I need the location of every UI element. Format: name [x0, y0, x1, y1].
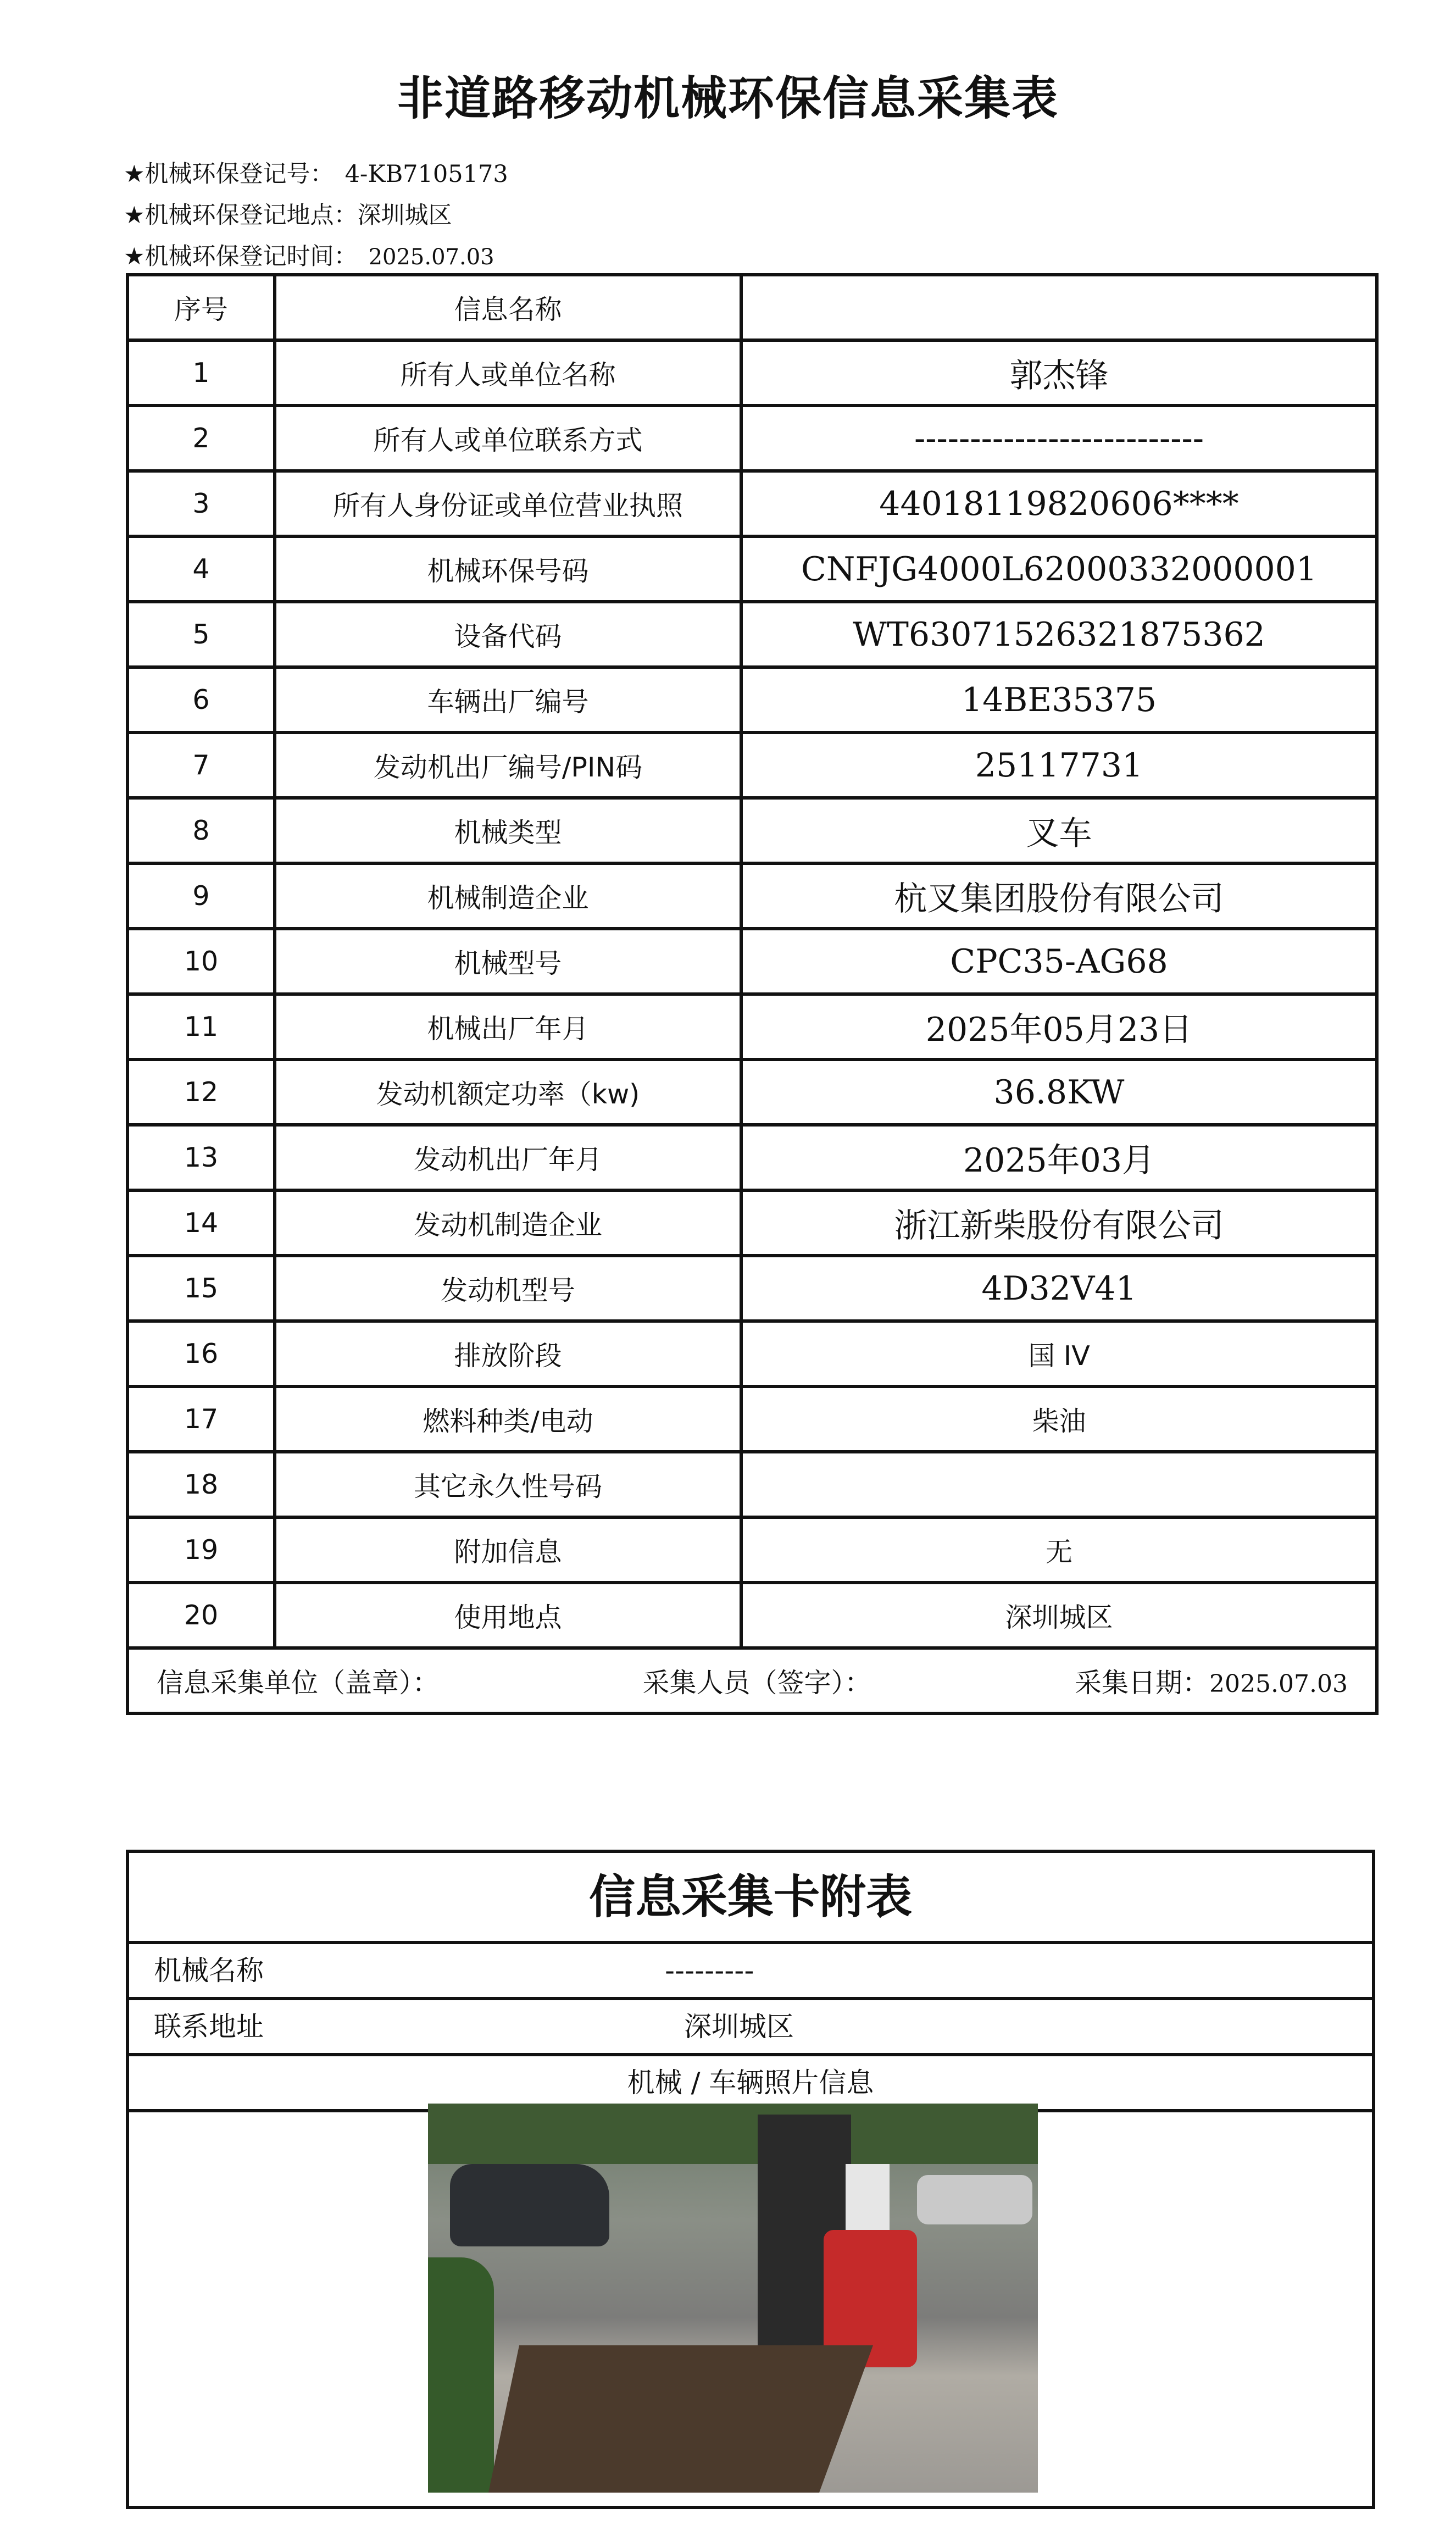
row-field-name: 设备代码	[275, 602, 741, 667]
annex-card	[126, 1850, 1375, 2509]
row-number: 13	[127, 1125, 275, 1190]
address-label: 联系地址	[154, 2011, 264, 2043]
row-field-value: CPC35-AG68	[741, 929, 1377, 994]
row-field-name: 机械型号	[275, 929, 741, 994]
collection-date	[1075, 1662, 1348, 1700]
table-row	[127, 667, 1377, 733]
header-name: 信息名称	[275, 275, 741, 340]
collection-date-value: 2025.07.03	[1209, 1669, 1348, 1698]
row-number: 18	[127, 1452, 275, 1517]
row-field-value: 36.8KW	[741, 1059, 1377, 1125]
row-field-value: 无	[741, 1517, 1377, 1583]
row-field-name: 所有人或单位联系方式	[275, 406, 741, 471]
table-row	[127, 1386, 1377, 1452]
row-field-value: 4D32V41	[741, 1256, 1377, 1321]
row-field-value: 国 IV	[741, 1321, 1377, 1386]
row-field-name: 发动机型号	[275, 1256, 741, 1321]
row-number: 3	[127, 471, 275, 536]
row-field-name: 燃料种类/电动	[275, 1386, 741, 1452]
table-row	[127, 1190, 1377, 1256]
row-field-value: WT63071526321875362	[741, 602, 1377, 667]
row-field-value: 柴油	[741, 1386, 1377, 1452]
registration-number	[124, 156, 508, 189]
registration-time-value: 2025.07.03	[368, 245, 494, 270]
photo-suv	[450, 2164, 609, 2246]
registration-number-value: 4-KB7105173	[344, 160, 508, 188]
table-row	[127, 1256, 1377, 1321]
table-row	[127, 471, 1377, 536]
photo-trees	[428, 2104, 1038, 2164]
table-row	[127, 1583, 1377, 1648]
table-row	[127, 733, 1377, 798]
row-number: 7	[127, 733, 275, 798]
table-row	[127, 536, 1377, 602]
row-field-name: 所有人或单位名称	[275, 340, 741, 406]
row-number: 1	[127, 340, 275, 406]
row-number: 17	[127, 1386, 275, 1452]
table-row	[127, 863, 1377, 929]
row-field-value: 44018119820606****	[741, 471, 1377, 536]
info-table	[126, 273, 1379, 1715]
row-field-value: 杭叉集团股份有限公司	[741, 863, 1377, 929]
row-field-value: 郭杰锋	[741, 340, 1377, 406]
photo-info-label: 机械 / 车辆照片信息	[627, 2067, 874, 2099]
row-field-name: 发动机出厂年月	[275, 1125, 741, 1190]
table-row	[127, 798, 1377, 863]
machine-name-value: ---------	[665, 1955, 754, 1986]
row-field-name: 使用地点	[275, 1583, 741, 1648]
row-field-value: 14BE35375	[741, 667, 1377, 733]
row-field-name: 机械类型	[275, 798, 741, 863]
row-number: 8	[127, 798, 275, 863]
table-header-row	[127, 275, 1377, 340]
table-row	[127, 1517, 1377, 1583]
photo-car	[917, 2175, 1032, 2224]
row-number: 16	[127, 1321, 275, 1386]
row-field-name: 附加信息	[275, 1517, 741, 1583]
row-field-value: 25117731	[741, 733, 1377, 798]
table-row	[127, 406, 1377, 471]
row-field-value: 浙江新柴股份有限公司	[741, 1190, 1377, 1256]
photo-bush	[428, 2257, 494, 2493]
table-row	[127, 340, 1377, 406]
row-field-value	[741, 1452, 1377, 1517]
row-number: 14	[127, 1190, 275, 1256]
photo-forklift-seat	[846, 2164, 890, 2241]
row-number: 12	[127, 1059, 275, 1125]
row-field-value: 深圳城区	[741, 1583, 1377, 1648]
row-number: 2	[127, 406, 275, 471]
row-number: 20	[127, 1583, 275, 1648]
row-field-value: 2025年03月	[741, 1125, 1377, 1190]
table-row	[127, 1125, 1377, 1190]
row-field-name: 所有人身份证或单位营业执照	[275, 471, 741, 536]
table-footer-row	[127, 1648, 1377, 1713]
machine-name-label: 机械名称	[154, 1955, 264, 1986]
collection-date-label: 采集日期：	[1075, 1667, 1210, 1699]
annex-machine-name-row	[129, 1944, 1372, 2000]
row-field-name: 机械制造企业	[275, 863, 741, 929]
row-number: 9	[127, 863, 275, 929]
row-field-value: 叉车	[741, 798, 1377, 863]
registration-place-label: ★机械环保登记地点：	[124, 202, 358, 229]
row-field-name: 发动机制造企业	[275, 1190, 741, 1256]
table-row	[127, 994, 1377, 1059]
annex-address-row	[129, 2000, 1372, 2056]
annex-title: 信息采集卡附表	[129, 1853, 1372, 1944]
row-number: 5	[127, 602, 275, 667]
address-value: 深圳城区	[684, 2011, 794, 2043]
registration-number-label: ★机械环保登记号：	[124, 160, 334, 188]
row-number: 4	[127, 536, 275, 602]
row-field-value: --------------------------	[741, 406, 1377, 471]
row-number: 6	[127, 667, 275, 733]
registration-place-value: 深圳城区	[357, 202, 452, 229]
registration-time-label: ★机械环保登记时间：	[124, 243, 358, 270]
collection-unit-label: 信息采集单位（盖章）：	[157, 1667, 440, 1699]
forklift-photo	[428, 2104, 1038, 2493]
row-number: 15	[127, 1256, 275, 1321]
photo-steel-bin	[488, 2345, 873, 2493]
row-field-value: 2025年05月23日	[741, 994, 1377, 1059]
row-field-name: 发动机出厂编号/PIN码	[275, 733, 741, 798]
row-field-name: 机械出厂年月	[275, 994, 741, 1059]
row-field-name: 机械环保号码	[275, 536, 741, 602]
registration-place	[124, 197, 452, 230]
document-title: 非道路移动机械环保信息采集表	[397, 71, 1059, 125]
row-field-name: 排放阶段	[275, 1321, 741, 1386]
row-field-name: 其它永久性号码	[275, 1452, 741, 1517]
table-row	[127, 1059, 1377, 1125]
table-row	[127, 1321, 1377, 1386]
row-number: 10	[127, 929, 275, 994]
collector-label: 采集人员（签字）：	[642, 1667, 872, 1699]
table-row	[127, 929, 1377, 994]
table-row	[127, 602, 1377, 667]
row-field-name: 发动机额定功率（kw)	[275, 1059, 741, 1125]
row-field-name: 车辆出厂编号	[275, 667, 741, 733]
header-no: 序号	[127, 275, 275, 340]
footer-cell	[127, 1648, 1377, 1713]
row-number: 11	[127, 994, 275, 1059]
table-row	[127, 1452, 1377, 1517]
row-field-value: CNFJG4000L62000332000001	[741, 536, 1377, 602]
row-number: 19	[127, 1517, 275, 1583]
registration-time	[124, 238, 494, 271]
header-value	[741, 275, 1377, 340]
